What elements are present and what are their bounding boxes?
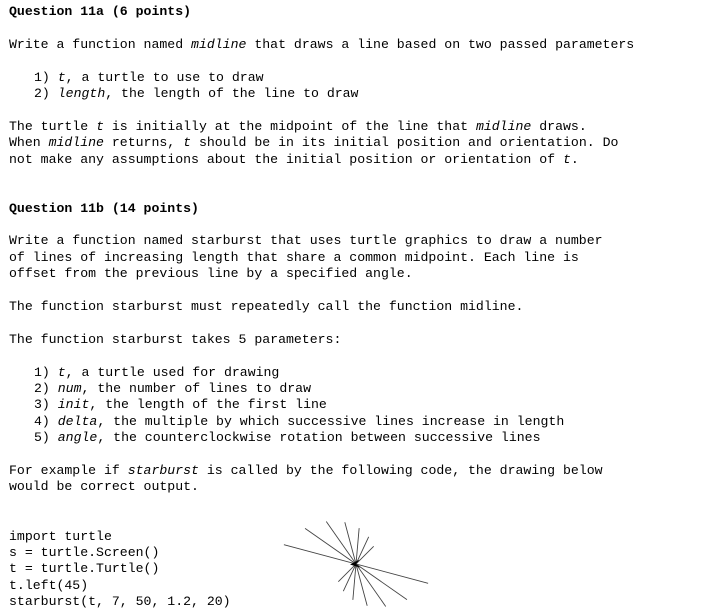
param-desc: , the counterclockwise rotation between successive lines bbox=[97, 430, 541, 446]
desc-italic: midline bbox=[48, 135, 104, 151]
param-desc: , the number of lines to draw bbox=[81, 381, 311, 396]
code-line-4: t.left(45) bbox=[9, 577, 89, 593]
code-line-3: t = turtle.Turtle() bbox=[9, 561, 160, 577]
desc-text: When bbox=[9, 135, 49, 151]
q11b-param-4 bbox=[9, 414, 715, 430]
q11b-must-call: The function starburst must repeatedly call the function midline. bbox=[9, 299, 524, 315]
q11b-intro-line-3: offset from the previous line by a specified angle. bbox=[9, 266, 413, 282]
q11a-title: Question 11a (6 points) bbox=[9, 4, 192, 19]
param-number: 2) bbox=[34, 381, 58, 396]
q11a-intro-text-end: that draws a line based on two passed parameters bbox=[246, 36, 635, 52]
q11a-param-2 bbox=[9, 86, 715, 102]
param-name: length bbox=[57, 85, 106, 101]
param-name: init bbox=[57, 397, 90, 413]
desc-text: draws. bbox=[531, 118, 587, 134]
q11a-intro-func: midline bbox=[191, 36, 247, 52]
param-name: delta bbox=[57, 413, 98, 429]
q11b-title: Question 11b (14 points) bbox=[9, 200, 199, 216]
q11a-desc-line-3 bbox=[9, 152, 715, 168]
q11b-example-line-1 bbox=[9, 463, 715, 479]
param-desc: , a turtle used for drawing bbox=[65, 364, 280, 380]
param-desc: , the multiple by which successive lines increase in length bbox=[97, 413, 565, 429]
q11b-intro-line-1: Write a function named starburst that uses turtle graphics to draw a number bbox=[9, 233, 603, 249]
desc-text: not make any assumptions about the initial position or orientation of bbox=[9, 151, 563, 167]
desc-italic: t bbox=[562, 151, 571, 167]
code-line-2: s = turtle.Screen() bbox=[9, 544, 160, 560]
desc-text: The turtle bbox=[9, 118, 97, 134]
param-name: num bbox=[57, 381, 82, 396]
param-desc: , the length of the first line bbox=[89, 397, 327, 413]
desc-italic: midline bbox=[475, 118, 532, 134]
param-number: 2) bbox=[34, 85, 58, 101]
q11a-intro bbox=[9, 37, 715, 53]
example-text: is called by the following code, the drawing below bbox=[198, 462, 603, 478]
desc-text: returns, bbox=[103, 135, 184, 151]
q11b-param-3 bbox=[9, 397, 715, 413]
desc-italic: t bbox=[183, 135, 192, 151]
param-name: t bbox=[57, 69, 66, 85]
desc-text: . bbox=[570, 151, 579, 167]
desc-text: should be in its initial position and orientation. Do bbox=[191, 135, 619, 151]
desc-italic: t bbox=[96, 118, 104, 134]
code-line-5: starburst(t, 7, 50, 1.2, 20) bbox=[9, 594, 231, 610]
param-number: 1) bbox=[34, 69, 58, 85]
example-italic: starburst bbox=[127, 462, 199, 478]
q11b-param-2 bbox=[9, 381, 715, 397]
param-number: 3) bbox=[34, 397, 58, 413]
q11a-desc-line-1 bbox=[9, 119, 715, 135]
param-name: angle bbox=[57, 430, 98, 446]
desc-text: is initially at the midpoint of the line that bbox=[103, 118, 476, 134]
q11b-param-1 bbox=[9, 365, 715, 381]
q11a-intro-text: Write a function named bbox=[9, 36, 192, 52]
param-number: 1) bbox=[34, 364, 58, 380]
starburst-drawing bbox=[276, 514, 436, 610]
param-number: 4) bbox=[34, 413, 58, 429]
code-line-1: import turtle bbox=[9, 528, 112, 544]
q11a-param-1 bbox=[9, 70, 715, 86]
param-desc: , a turtle to use to draw bbox=[65, 69, 264, 85]
q11b-example-line-2: would be correct output. bbox=[9, 479, 199, 495]
example-text: For example if bbox=[9, 462, 128, 478]
param-number: 5) bbox=[34, 430, 58, 446]
q11b-takes: The function starburst takes 5 parameters: bbox=[9, 331, 342, 347]
q11a-desc-line-2 bbox=[9, 135, 715, 151]
param-desc: , the length of the line to draw bbox=[105, 85, 359, 101]
param-name: t bbox=[57, 364, 66, 380]
q11b-intro-line-2: of lines of increasing length that share a common midpoint. Each line is bbox=[9, 249, 579, 265]
q11b-param-5 bbox=[9, 430, 715, 446]
